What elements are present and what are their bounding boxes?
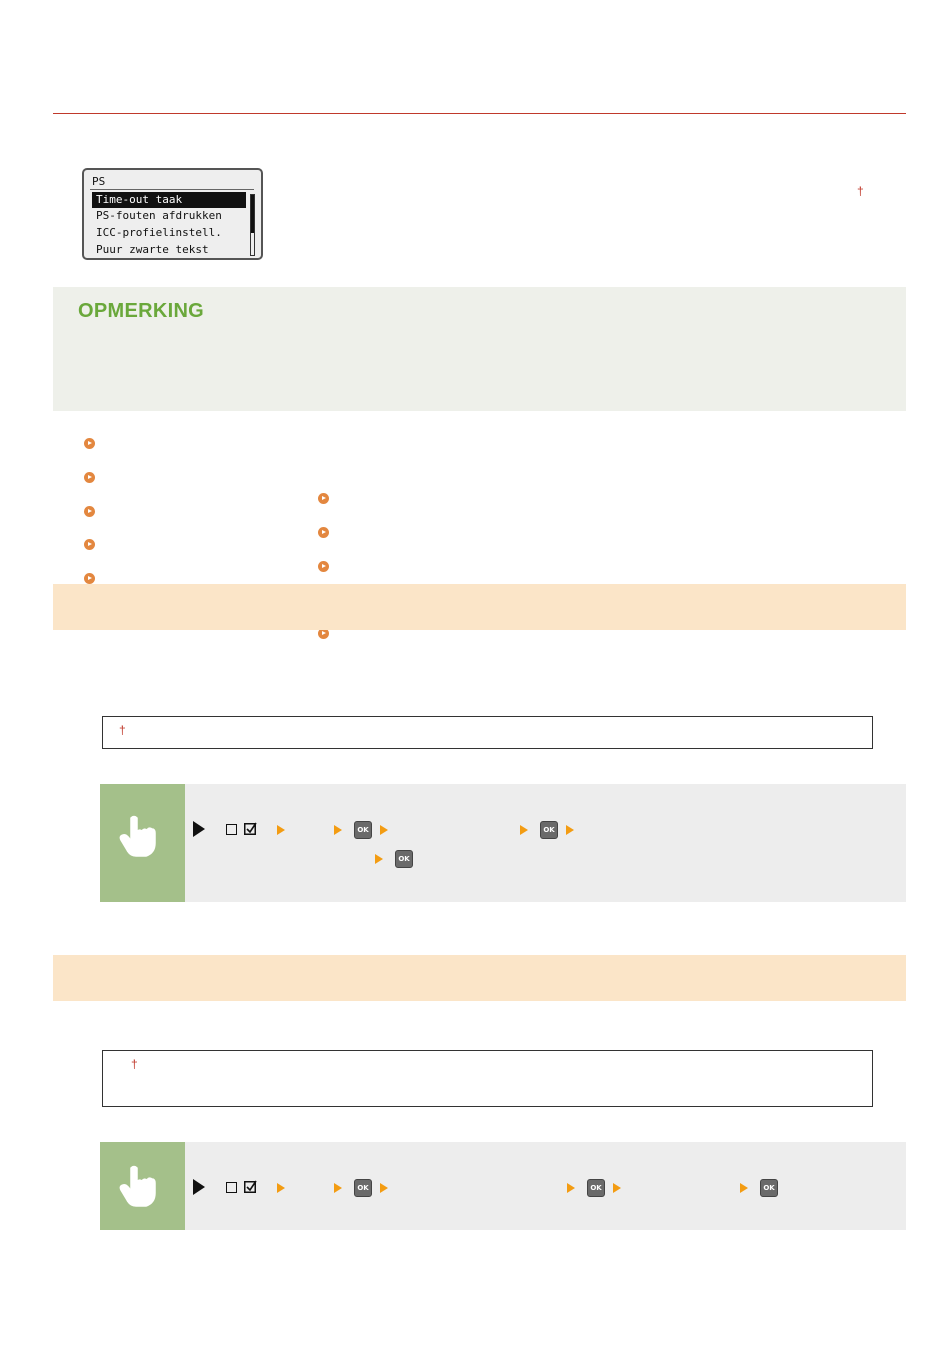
step-arrow-icon — [380, 825, 388, 835]
hand-panel — [100, 784, 185, 902]
lcd-divider — [90, 189, 254, 190]
menu-key-check-icon — [244, 1180, 257, 1193]
hand-icon — [117, 1164, 163, 1208]
lcd-item: Puur zwarte tekst — [96, 243, 209, 256]
step-arrow-icon — [566, 825, 574, 835]
ok-key-icon: OK — [354, 1179, 372, 1197]
lcd-scrollbar-thumb — [251, 195, 254, 233]
lcd-item: ICC-profielinstell. — [96, 226, 222, 239]
operation-panel-1 — [100, 784, 906, 902]
link-bullet-icon[interactable] — [84, 539, 95, 550]
step-arrow-icon — [277, 825, 285, 835]
section-header-1 — [53, 584, 906, 630]
menu-key-check-icon — [244, 822, 257, 835]
top-rule — [53, 113, 906, 114]
menu-key-box-icon — [226, 824, 237, 835]
dagger-mark: † — [857, 184, 864, 198]
dagger-mark: † — [119, 723, 126, 737]
link-bullet-icon[interactable] — [84, 506, 95, 517]
step-arrow-icon — [567, 1183, 575, 1193]
start-triangle-icon — [193, 1179, 205, 1195]
step-arrow-icon — [520, 825, 528, 835]
ok-key-icon: OK — [540, 821, 558, 839]
default-setting-box-1 — [102, 716, 873, 749]
default-setting-box-2 — [102, 1050, 873, 1107]
step-arrow-icon — [740, 1183, 748, 1193]
link-bullet-icon[interactable] — [84, 472, 95, 483]
lcd-item: PS-fouten afdrukken — [96, 209, 222, 222]
lcd-screen — [82, 168, 263, 260]
step-arrow-icon — [375, 854, 383, 864]
link-bullet-icon[interactable] — [84, 438, 95, 449]
step-arrow-icon — [380, 1183, 388, 1193]
ok-key-icon: OK — [587, 1179, 605, 1197]
step-arrow-icon — [334, 825, 342, 835]
hand-icon — [117, 814, 163, 858]
link-bullet-icon[interactable] — [318, 527, 329, 538]
dagger-mark: † — [131, 1057, 138, 1071]
hand-panel — [100, 1142, 185, 1230]
start-triangle-icon — [193, 821, 205, 837]
operation-panel-2 — [100, 1142, 906, 1230]
ok-key-icon: OK — [760, 1179, 778, 1197]
lcd-scrollbar — [250, 194, 255, 256]
ok-key-icon: OK — [395, 850, 413, 868]
link-bullet-icon[interactable] — [318, 561, 329, 572]
lcd-item-selected: Time-out taak — [92, 192, 246, 208]
menu-key-box-icon — [226, 1182, 237, 1193]
step-arrow-icon — [334, 1183, 342, 1193]
link-bullet-icon[interactable] — [318, 493, 329, 504]
lcd-title: PS — [92, 175, 106, 188]
ok-key-icon: OK — [354, 821, 372, 839]
step-arrow-icon — [613, 1183, 621, 1193]
section-header-2 — [53, 955, 906, 1001]
note-title: OPMERKING — [78, 300, 205, 322]
step-arrow-icon — [277, 1183, 285, 1193]
link-bullet-icon[interactable] — [84, 573, 95, 584]
